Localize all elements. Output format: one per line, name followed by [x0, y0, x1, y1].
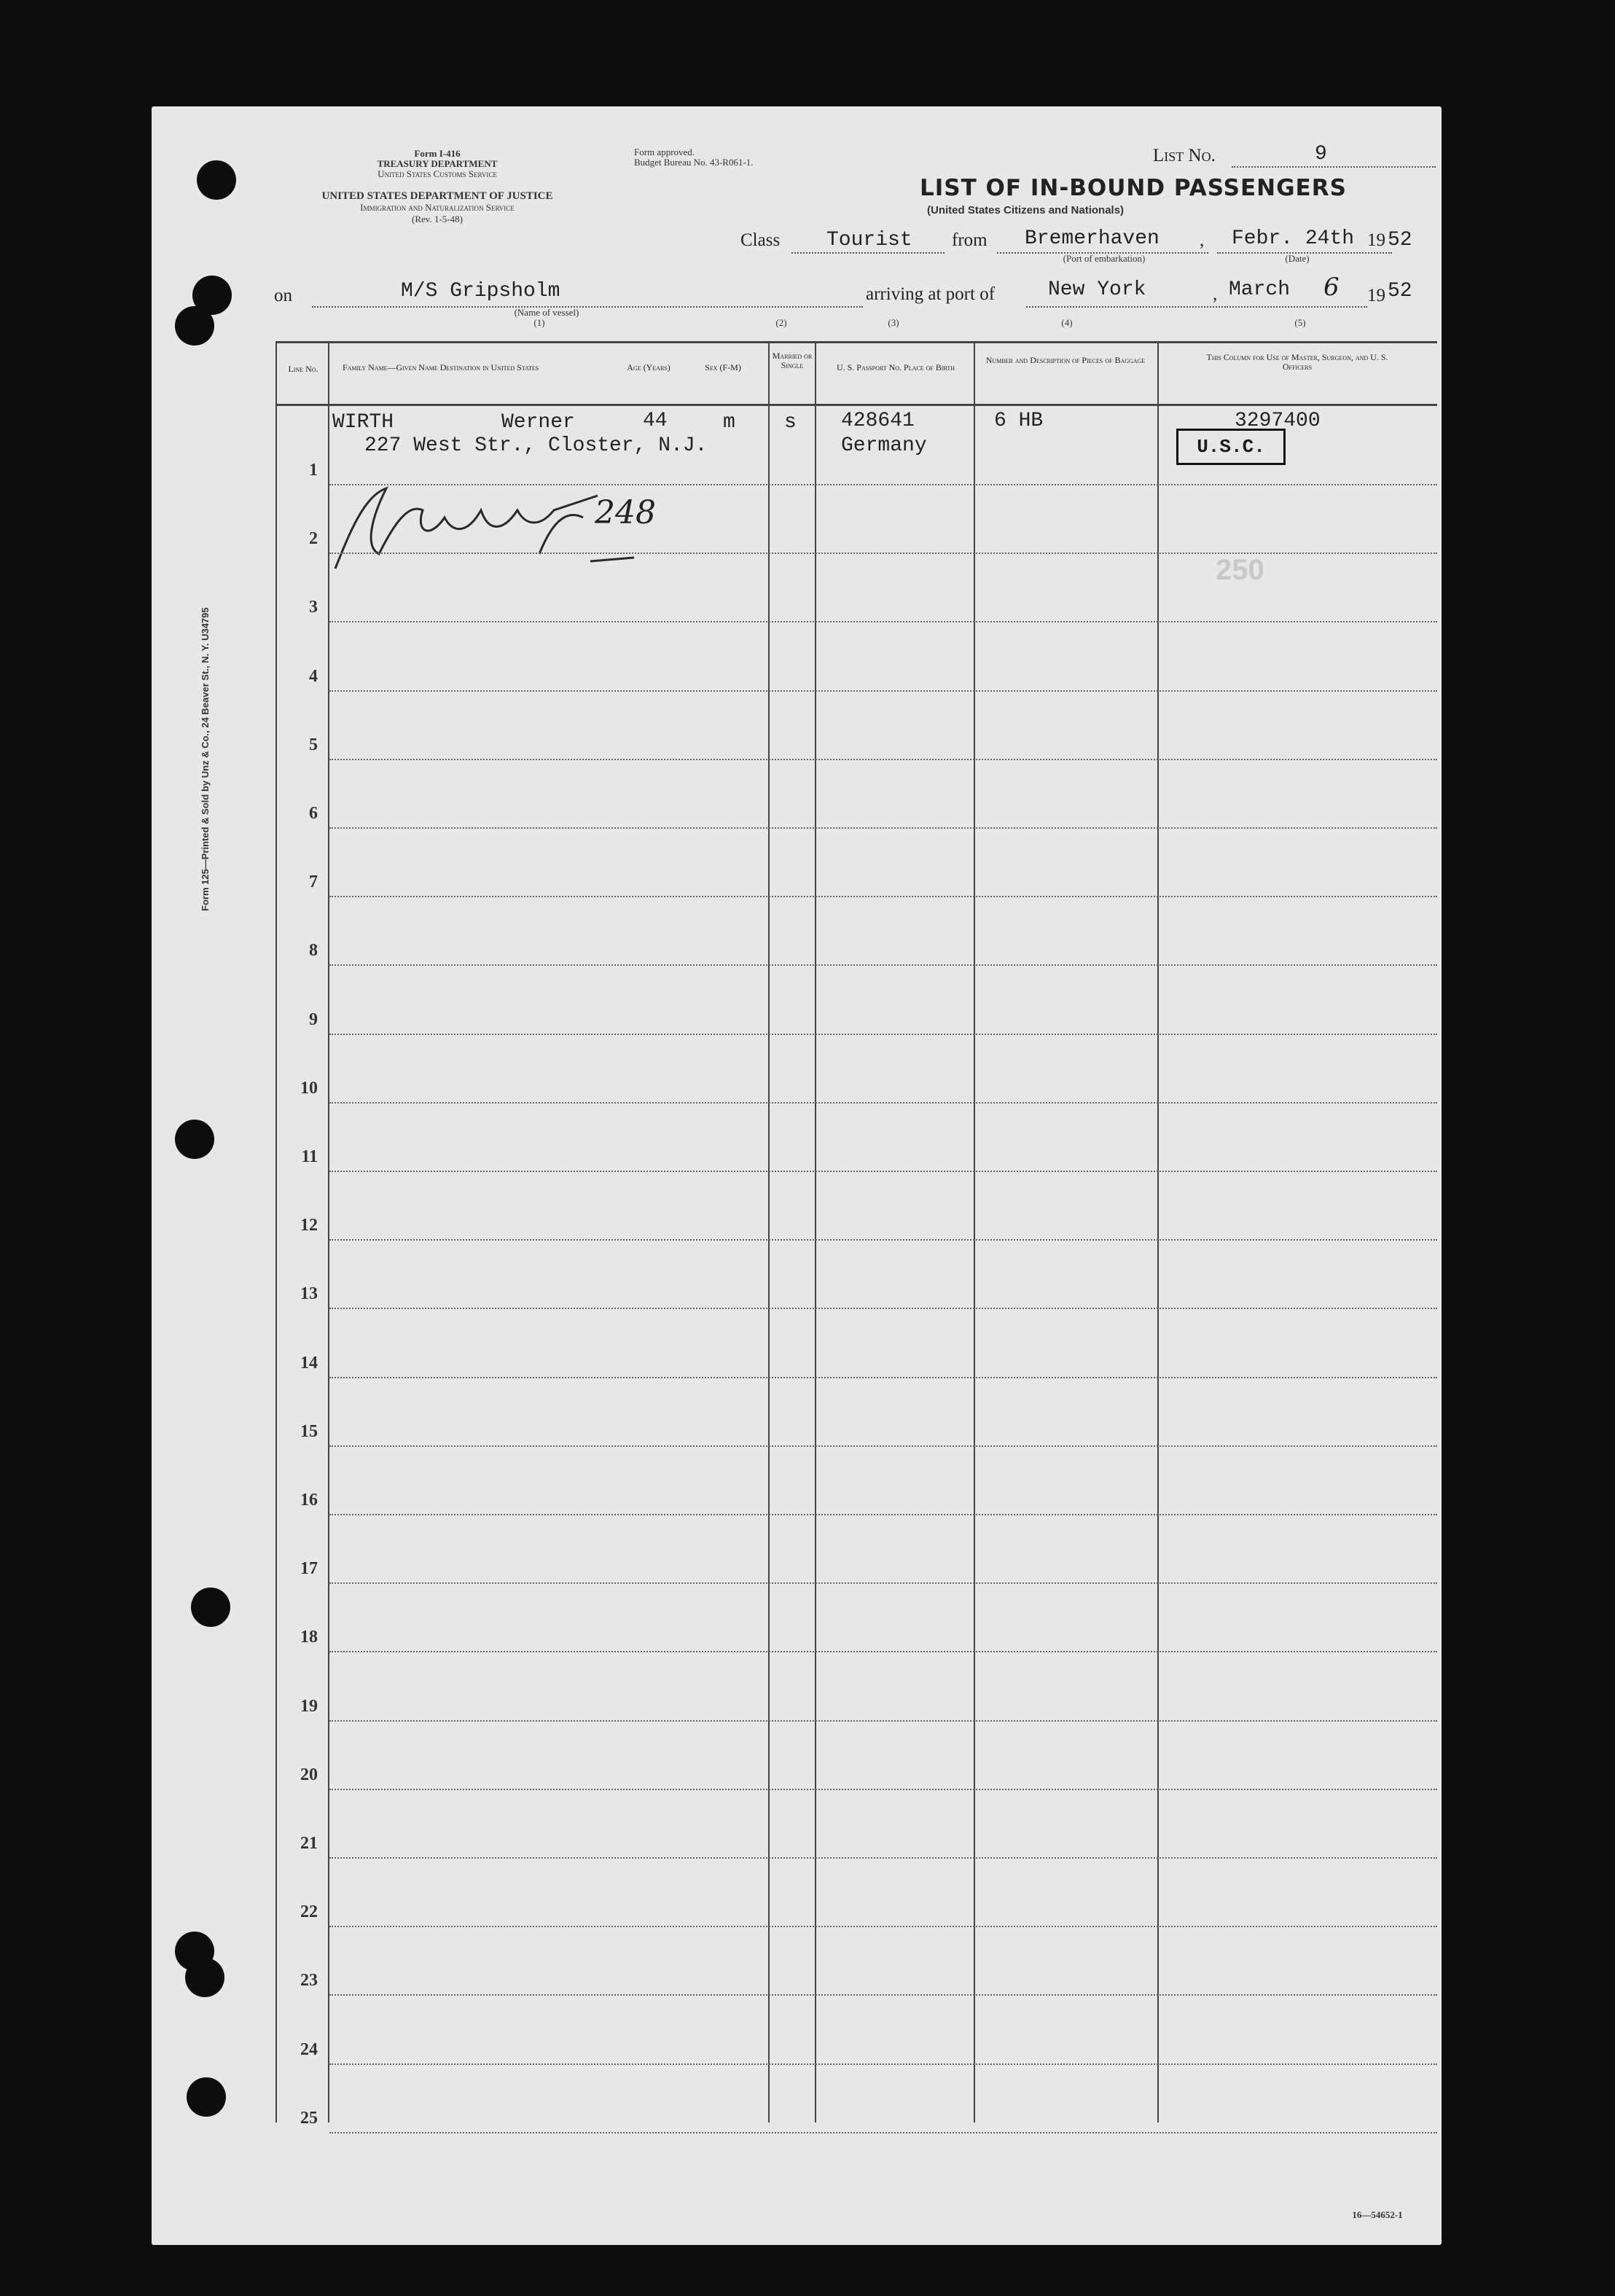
col-num-4: (4) [1061, 317, 1073, 328]
col-num-2: (2) [775, 317, 787, 328]
row-number: 11 [301, 1147, 318, 1166]
header-passport: U. S. Passport No. Place of Birth [836, 362, 955, 372]
punch-hole [175, 306, 214, 345]
class-value: Tourist [826, 229, 912, 251]
row-number: 7 [309, 872, 318, 892]
ins-service: Immigration and Naturalization Service [360, 202, 515, 213]
age: 44 [643, 410, 668, 432]
row-rule [329, 964, 1437, 966]
col-rule-baggage [974, 343, 975, 2123]
justice-dept: UNITED STATES DEPARTMENT OF JUSTICE [321, 190, 553, 202]
row-rule [329, 827, 1437, 829]
row-number: 12 [300, 1216, 318, 1235]
customs-service: United States Customs Service [378, 168, 497, 179]
row-number: 25 [300, 2108, 318, 2128]
list-no-value: 9 [1315, 143, 1327, 165]
row-rule [329, 1308, 1437, 1309]
punch-hole [191, 1588, 230, 1627]
header-age: Age (Years) [627, 362, 670, 372]
printer-imprint: Form 125—Printed & Sold by Unz & Co., 24 Beaver St., N. Y. U34795 [200, 607, 211, 911]
row-rule [329, 1582, 1437, 1584]
row-rule [329, 484, 1437, 485]
date-caption: (Date) [1285, 253, 1310, 264]
row-rule [329, 1377, 1437, 1378]
row-number: 9 [309, 1010, 318, 1029]
row-number: 4 [309, 666, 318, 686]
row-number: 6 [309, 804, 318, 823]
page-title: LIST OF IN-BOUND PASSENGERS [920, 175, 1347, 201]
row-rule [329, 1102, 1437, 1104]
col-rule-line [328, 343, 329, 2123]
row-rule [329, 1720, 1437, 1722]
embarkation-port: Bremerhaven [1025, 227, 1160, 250]
col-num-3: (3) [888, 317, 899, 328]
row-number: 21 [300, 1834, 318, 1853]
punch-hole [185, 1958, 224, 1997]
row-number: 18 [300, 1628, 318, 1647]
baggage: 6 HB [994, 410, 1044, 432]
on-label: on [274, 286, 292, 305]
row-rule [329, 690, 1437, 692]
date-year-prefix: 19 [1367, 230, 1385, 250]
family-name: WIRTH [332, 411, 394, 434]
list-no-dots [1232, 166, 1436, 168]
port-caption: (Port of embarkation) [1063, 253, 1146, 264]
row-number: 8 [309, 941, 318, 961]
row-number: 2 [309, 529, 318, 549]
arrival-day: 6 [1323, 273, 1340, 302]
from-label: from [952, 230, 988, 250]
passport-number: 428641 [841, 410, 915, 432]
table-top-rule [275, 341, 1437, 343]
row-number: 23 [300, 1971, 318, 1991]
class-label: Class [740, 230, 781, 250]
row-rule [329, 1926, 1437, 1927]
class-dots [791, 252, 945, 254]
row-number: 20 [300, 1765, 318, 1784]
arrival-month: March [1229, 278, 1291, 301]
header-name: Family Name—Given Name Destination in United States [343, 362, 539, 372]
header-bottom-rule [275, 404, 1437, 406]
row-rule [329, 1651, 1437, 1652]
comma2: , [1213, 284, 1218, 304]
header-sex: Sex (F-M) [705, 362, 741, 372]
row-rule [329, 1239, 1437, 1241]
col-rule-officers [1157, 343, 1159, 2123]
row-rule [329, 1445, 1437, 1447]
row-rule [329, 552, 1437, 554]
date-year: 52 [1388, 229, 1412, 251]
row-rule [329, 896, 1437, 897]
destination: 227 West Str., Closter, N.J. [364, 434, 708, 457]
arrival-date-dots [1224, 306, 1367, 308]
vessel-name: M/S Gripsholm [401, 280, 560, 302]
arrival-year: 52 [1388, 280, 1412, 302]
row-rule [329, 759, 1437, 760]
embarkation-date: Febr. 24th [1232, 227, 1355, 250]
punch-hole [187, 2077, 226, 2117]
row-rule [329, 2132, 1437, 2133]
row-rule [329, 1171, 1437, 1172]
handwritten-note: 248 [595, 494, 656, 531]
arrival-port: New York [1048, 278, 1146, 301]
row-number: 22 [300, 1902, 318, 1922]
header-officers: This Column for Use of Master, Surgeon, and U. S. Officers [1206, 352, 1388, 372]
header-married: Married or Single [772, 351, 813, 370]
header-line-no: Line No. [288, 364, 318, 374]
comma: , [1200, 230, 1205, 250]
arrival-port-dots [1026, 306, 1223, 308]
row-rule [329, 1034, 1437, 1035]
row-rule [329, 2063, 1437, 2065]
col-rule-married [768, 343, 770, 2123]
header-baggage: Number and Description of Pieces of Baggage [985, 355, 1146, 365]
usc-stamp: U.S.C. [1176, 429, 1286, 465]
row-rule [329, 1789, 1437, 1790]
officer-number: 3297400 [1235, 410, 1321, 432]
form-number: Form I-416 [414, 148, 461, 159]
row-number: 24 [300, 2039, 318, 2059]
arrival-year-prefix: 19 [1367, 286, 1385, 305]
row-rule [329, 621, 1437, 622]
col-rule-left [275, 343, 277, 2123]
row-number: 14 [300, 1353, 318, 1372]
marital-status: s [784, 411, 797, 434]
row-number: 13 [300, 1284, 318, 1304]
revision: (Rev. 1-5-48) [412, 214, 463, 224]
page-subtitle: (United States Citizens and Nationals) [927, 204, 1125, 216]
row-rule [329, 1994, 1437, 1996]
footer-code: 16—54652-1 [1352, 2209, 1403, 2220]
faint-stamp: 250 [1216, 554, 1264, 586]
row-number: 16 [300, 1491, 318, 1510]
budget-bureau: Budget Bureau No. 43-R061-1. [634, 157, 754, 168]
punch-hole [197, 160, 236, 200]
row-rule [329, 1857, 1437, 1859]
form-approved: Form approved. [634, 147, 695, 157]
row-rule [329, 1514, 1437, 1515]
sex: m [723, 411, 735, 434]
col-num-5: (5) [1294, 317, 1306, 328]
col-num-1: (1) [533, 317, 545, 328]
treasury-dept: TREASURY DEPARTMENT [377, 158, 498, 169]
arriving-label: arriving at port of [866, 284, 996, 304]
row-number: 17 [300, 1559, 318, 1579]
col-rule-passport [815, 343, 816, 2123]
list-no-label: List No. [1153, 146, 1216, 165]
row-number: 3 [309, 598, 318, 617]
row-number: 1 [309, 461, 318, 480]
vessel-caption: (Name of vessel) [514, 307, 579, 318]
row-number: 10 [300, 1078, 318, 1098]
row-number: 5 [309, 735, 318, 754]
row-number: 19 [300, 1696, 318, 1716]
birthplace: Germany [841, 434, 927, 457]
row-number: 15 [300, 1421, 318, 1441]
given-name: Werner [501, 411, 575, 434]
punch-hole [175, 1120, 214, 1159]
